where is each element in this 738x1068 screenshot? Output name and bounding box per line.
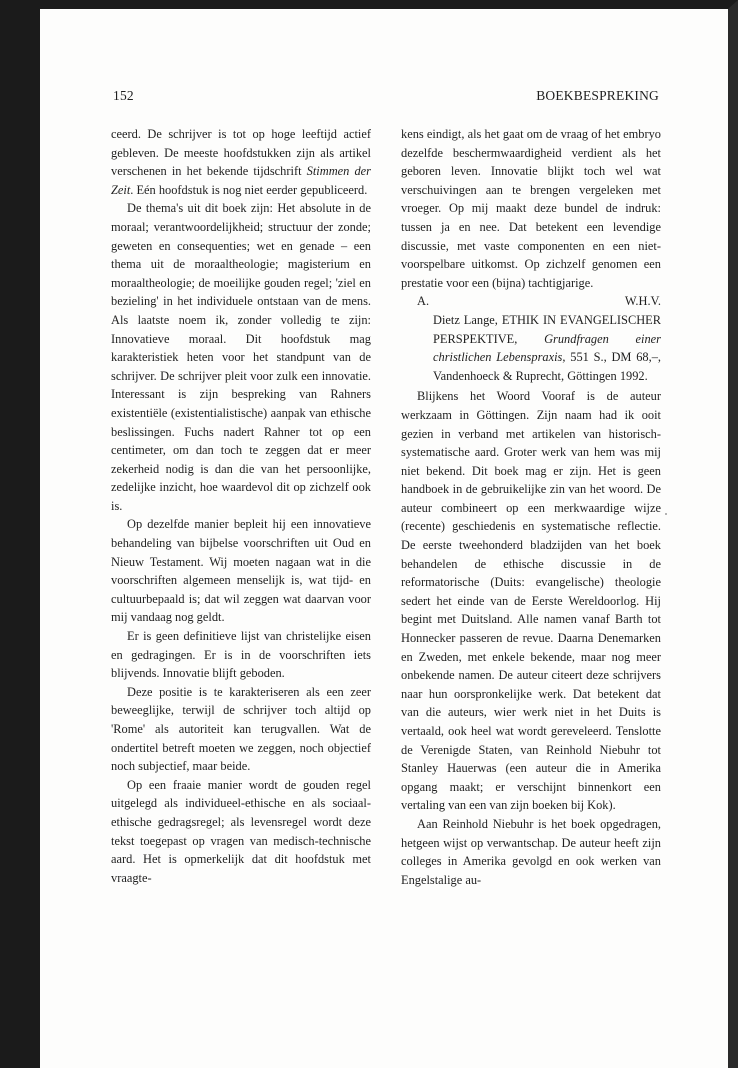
page-number: 152 [113,88,134,103]
text-run: ceerd. De schrijver is tot op hoge leeftijd actief gebleven. De meeste hoofdstukken zijn als artikel verschenen in het bekende tijdschrift [111,127,371,179]
reference-details: 551 S., DM 68,–, Vandenhoeck & Ruprecht, Göttingen 1992. [433,350,662,383]
reference-author-title: Dietz Lange, ETHIK IN EVANGELISCHER PERSPEKTIVE, [433,312,661,346]
paragraph [111,125,371,199]
book-page [40,9,728,1068]
paragraph: Op een fraaie manier wordt de gouden regel uitgelegd als individueel-ethische en als sociaal-ethische gedragsregel; als levensregel wordt deze tekst toegepast op vragen van medisch-technische aard. Het is opmerkelijk dat dit hoofdstuk met vraagte- [111,777,371,885]
left-column [111,125,371,887]
running-header [113,88,659,108]
paragraph: Deze positie is te karakteriseren als een zeer beweeglijke, terwijl de schrijver toch altijd op 'Rome' als autoriteit kan terugvallen. Wat de ondertitel betreft moeten we zeggen, noch objectief noch subjectief, maar beide. [111,684,371,774]
paragraph: De thema's uit dit boek zijn: Het absolute in de moraal; verantwoordelijkheid; structuur der zonde; geweten en consequenties; wet en genade – een thema uit de moraaltheologie; magisterium en moraaltheologie; de moeilijke gouden regel; 'ziel en bezieling' in het individuele ontstaan van de mens. Als laatste noem ik, zonder volledig te zijn: Innovatieve moraal. Dit hoofdstuk mag karakteristiek heten voor het standpunt van de schrijver. De schrijver pleit voor zulk een innovatie. Interessant is zijn bespreking van Rahners existentiële (existentialistische) aanpak van ethische beslissingen. Fuchs nadert Rahner tot op een centimeter, om dan toch te zeggen dat er meer zekerheid nodig is dan die van het persoonlijke, zedelijke inzicht, hoe waardevol dit op zichzelf ook is. [111,201,371,513]
reference-subtitle: Grundfragen einer christlichen Lebenspraxis, [433,331,662,365]
paragraph: Aan Reinhold Niebuhr is het boek opgedragen, hetgeen wijst op verwantschap. De auteur heeft zijn colleges in Amerika gevolgd en ook werken van Engelstalige au- [401,816,661,887]
review-signature [401,292,661,311]
journal-title: Stimmen der Zeit [111,164,371,197]
reviewer-initials: W.H.V. [624,294,661,309]
book-reference [401,311,661,385]
signature-initial: A. [417,294,430,309]
right-column [401,125,661,889]
paragraph: kens eindigt, als het gaat om de vraag of het embryo dezelfde beschermwaardigheid verdient als het geboren leven. Innovatie blijkt toch wel wat verschuivingen aan te brengen vergeleken met vroeger. Op mij maakt deze bundel de indruk: tussen ja en nee. Dat betekent een levendige discussie, met vaste componenten en een niet-voorspelbare uitkomst. Op zichzelf genomen een prestatie voor een (bijna) tachtigjarige. [401,127,661,290]
paragraph: Er is geen definitieve lijst van christelijke eisen en gedragingen. Er is in de voorschriften iets blijvends. Innovatie blijft geboden. [111,629,371,681]
section-title: BOEKBESPREKING [536,88,659,103]
paragraph: Blijkens het Woord Vooraf is de auteur werkzaam in Göttingen. Zijn naam had ik ooit gezien in verband met artikelen van historisch-systematische aard. Groter werk van hem was mij niet bekend. Dit boek mag er zijn. Het is geen handboek in de gebruikelijke zin van het woord. De auteur combineert op een merkwaardige wijze (recente) geschiedenis en systematische reflectie. De eerste tweehonderd bladzijden van het boek behandelen de ethische discussie in de reformatorische (Duits: evangelische) theologie sedert het einde van de Eerste Wereldoorlog. Hij begint met Duitsland. Alle namen vanaf Barth tot Honnecker passeren de revue. Daarna Denemarken en Zweden, met enkele bekende, maar nog meer onbekende namen. De auteur citeert deze schrijvers naar hun oorspronkelijke werk. Dat betekent dat van die auteurs, wier werk niet in het Duits is vertaald, ook heel wat wordt gereveleerd. Tenslotte de Verenigde Staten, van Reinhold Niebuhr tot Stanley Hauerwas (een auteur die in Amerika opgang maakt; er verschijnt binnenkort een vertaling van een van zijn boeken bij Kok). [401,389,661,813]
text-run: . Eén hoofdstuk is nog niet eerder gepubliceerd. [130,182,368,197]
scan-speck [665,513,667,515]
paragraph: Op dezelfde manier bepleit hij een innovatieve behandeling van bijbelse voorschriften uit Oud en Nieuw Testament. Wij moeten nagaan wat in die voorschriften algemeen menselijk is, wat tijd- en cultuurbepaald is; dat wil zeggen wat daarvan voor mij vandaag nog geldt. [111,517,371,625]
